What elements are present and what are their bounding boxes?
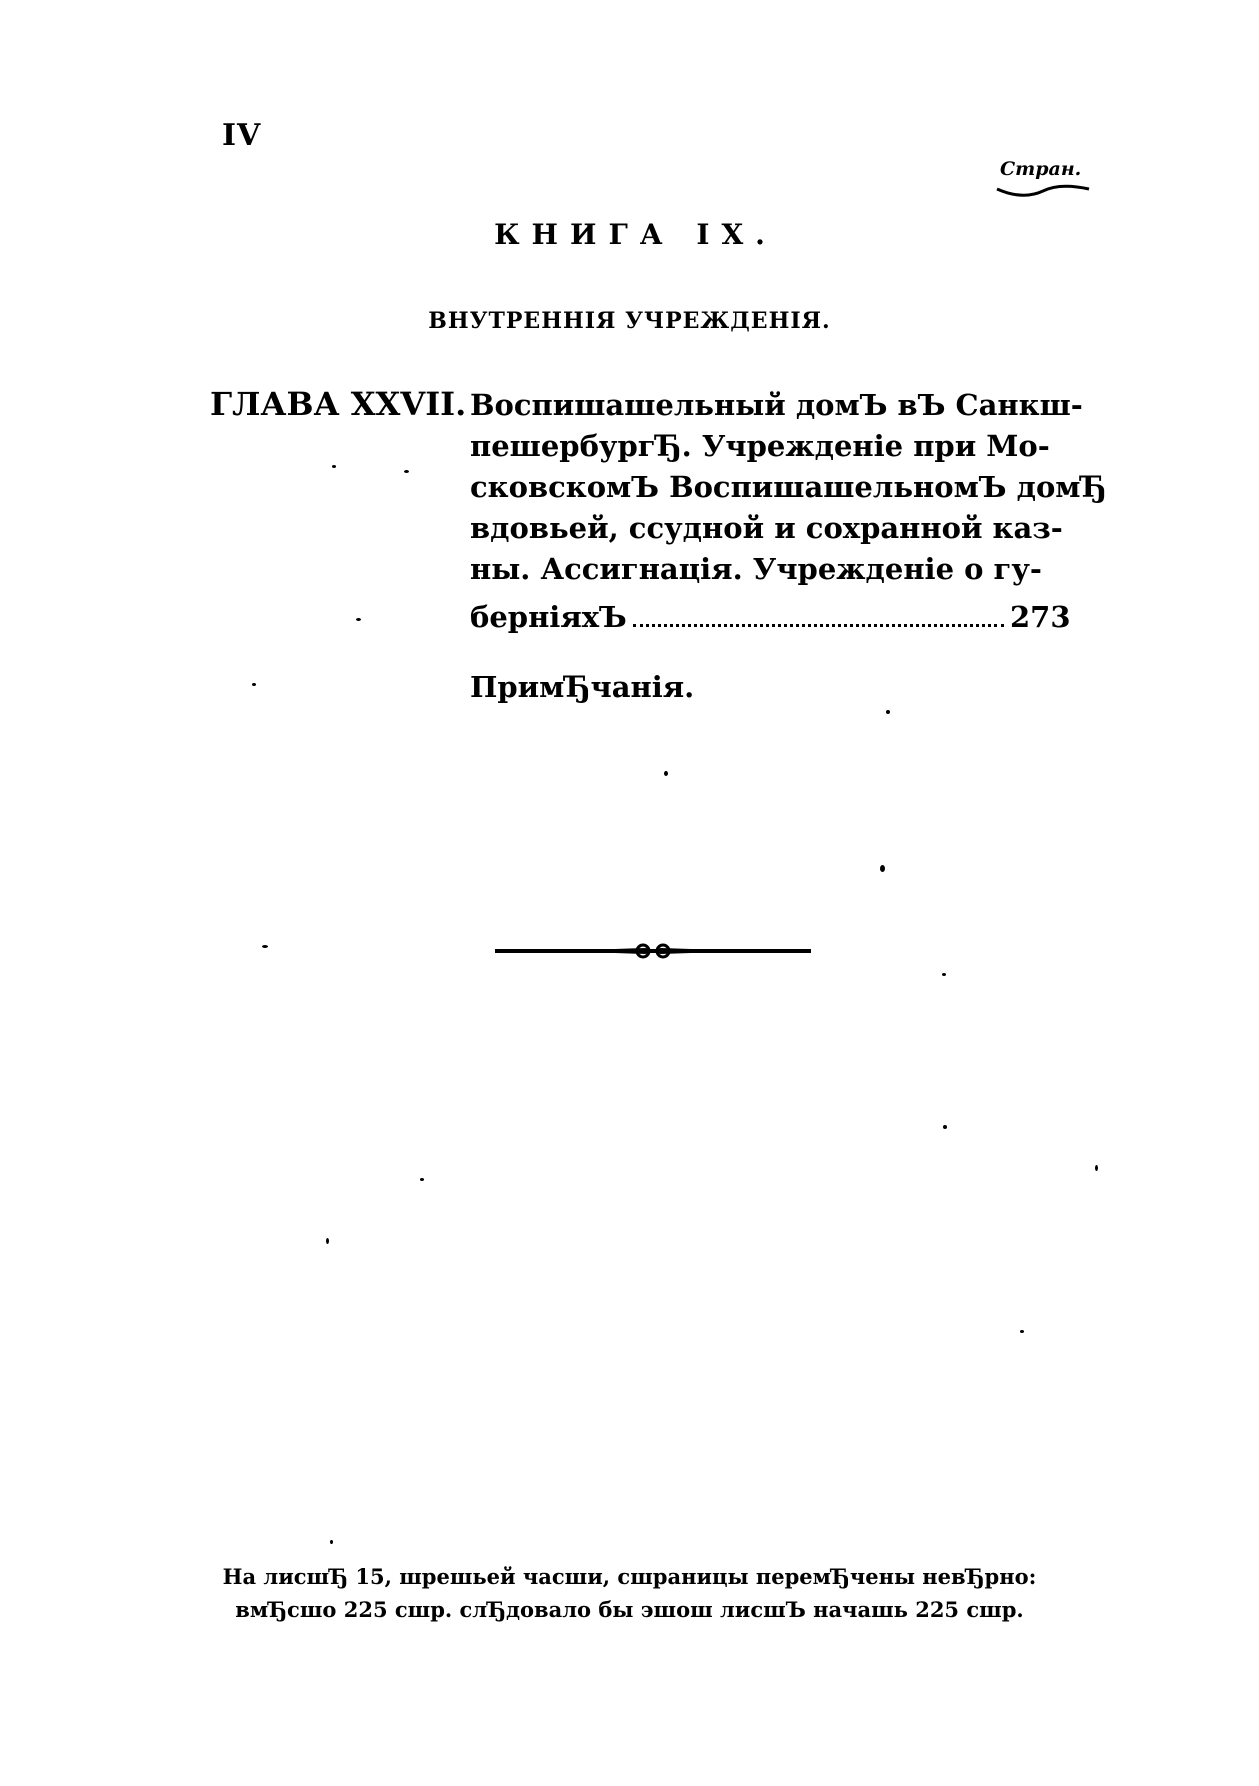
notes-entry: ПримЂчанія. (470, 670, 695, 704)
errata-line: вмЂсшо 225 сшр. слЂдовало бы эшош лисшЪ начашь 225 сшр. (235, 1597, 1024, 1622)
toc-line: Воспишашельный домЪ вЪ Санкш- (470, 388, 1083, 422)
toc-entry-last-line (470, 600, 1070, 634)
ornamental-divider (495, 940, 811, 962)
chapter-description (470, 385, 1107, 590)
scan-speck (942, 973, 946, 976)
book-subtitle: ВНУТРЕННІЯ УЧРЕЖДЕНІЯ. (428, 308, 831, 334)
scan-speck (262, 945, 268, 948)
toc-line: ны. Ассигнація. Учрежденіе о гу- (470, 552, 1042, 586)
scan-speck (326, 1238, 329, 1244)
toc-line: пешербургЂ. Учрежденіе при Мо- (470, 429, 1050, 463)
chapter-label: ГЛАВА XXVII. (210, 385, 467, 423)
scan-speck (356, 618, 361, 621)
errata-note (0, 1560, 1259, 1626)
errata-line: На лисшЂ 15, шрешьей часши, сшраницы перемЂчены невЂрно: (222, 1564, 1037, 1589)
toc-line: вдовьей, ссудной и сохранной каз- (470, 511, 1063, 545)
scan-speck (404, 470, 409, 473)
scan-speck (880, 865, 885, 872)
toc-page-number: 273 (1010, 600, 1071, 634)
scan-speck (420, 1178, 424, 1181)
scan-speck (886, 710, 890, 714)
scan-speck (1095, 1165, 1098, 1171)
scan-speck (1020, 1330, 1024, 1333)
scan-speck (332, 465, 336, 468)
scan-speck (943, 1125, 947, 1129)
toc-line: сковскомЪ ВоспишашельномЪ домЂ (470, 470, 1107, 504)
scan-speck (664, 771, 668, 776)
column-header-flourish (995, 183, 1091, 197)
dot-leader (633, 624, 1004, 627)
page-column-header: Стран. (1000, 158, 1082, 180)
toc-last-line-text: берніяхЪ (470, 600, 627, 634)
scan-speck (252, 683, 256, 686)
scan-speck (330, 1540, 333, 1544)
book-title: КНИГА IX. (494, 218, 777, 251)
page-number: IV (222, 118, 262, 153)
